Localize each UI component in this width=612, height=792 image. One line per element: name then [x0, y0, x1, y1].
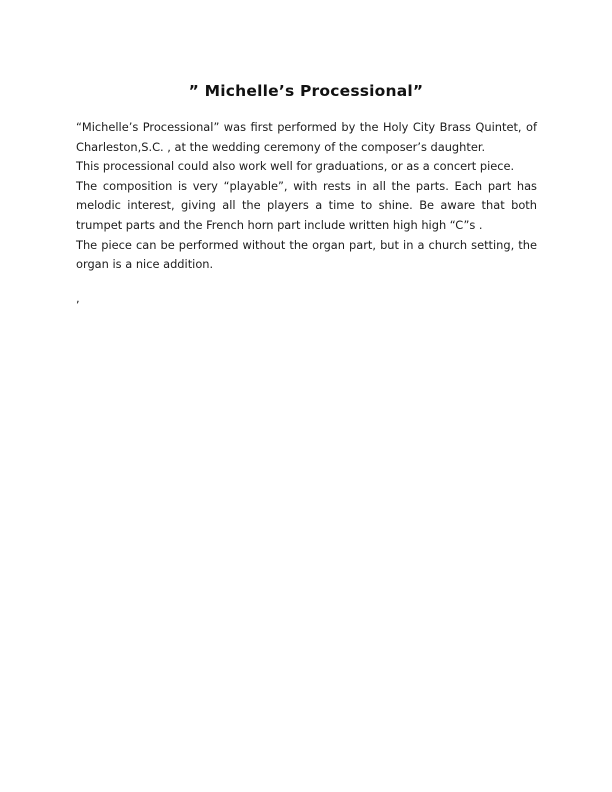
paragraph-2: This processional could also work well for graduations, or as a concert piece. [76, 159, 515, 174]
trailing-mark: , [76, 290, 80, 305]
paragraph-1: “Michelle’s Processional” was first performed by the Holy City Brass Quintet, of Charleston,S.C. , at the wedding ceremony of the composer’s daughter. [76, 120, 537, 154]
paragraph-4: The piece can be performed without the organ part, but in a church setting, the organ is a nice addition. [76, 237, 537, 272]
page-title: ” Michelle’s Processional” [188, 82, 424, 100]
document-body [76, 118, 537, 308]
paragraph-3: The composition is very “playable”, with rests in all the parts. Each part has melodic interest, giving all the players a time to shine. Be aware that both trumpet parts and the French horn part include written high high “C”s . [76, 178, 537, 232]
